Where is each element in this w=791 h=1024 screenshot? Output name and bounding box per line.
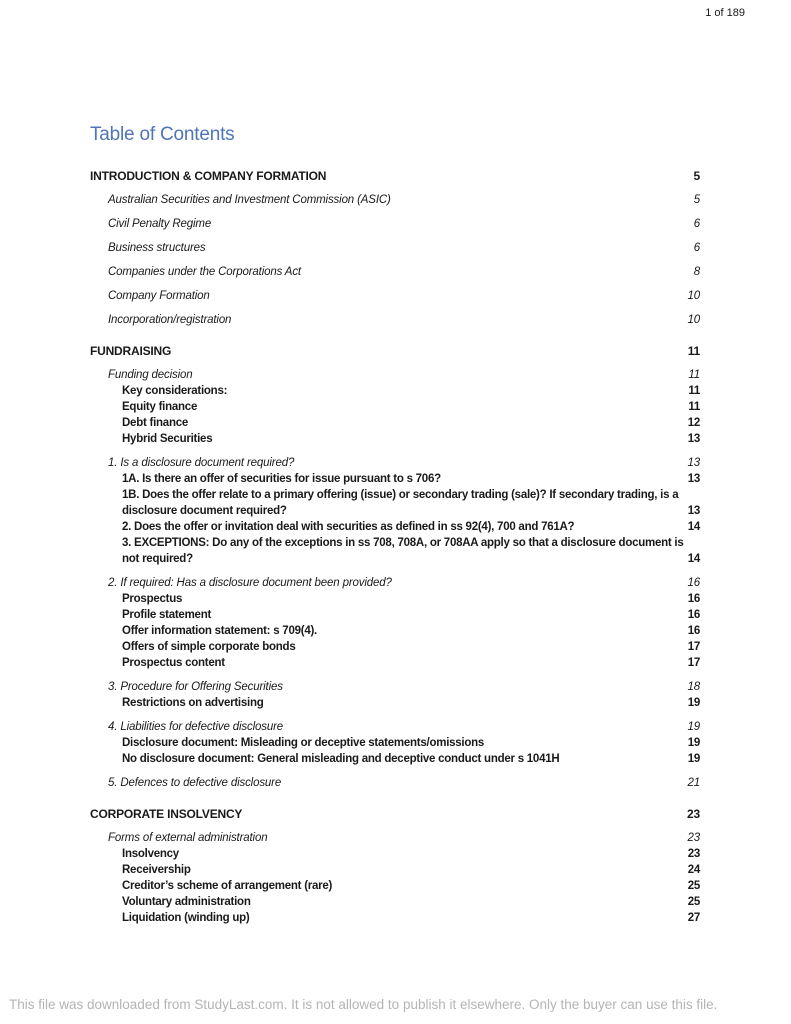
toc-entry-page: 16 — [687, 625, 700, 637]
toc-entry-label: CORPORATE INSOLVENCY — [90, 807, 243, 821]
toc-entry-label: Prospectus — [122, 593, 183, 605]
toc-entry-page: 14 — [687, 553, 700, 565]
toc-entry-label: No disclosure document: General misleading and deceptive conduct under s 1041H — [122, 753, 560, 765]
toc-entry-label: Prospectus content — [122, 657, 225, 669]
toc-entry-page: 21 — [687, 777, 700, 789]
toc-entry-page: 16 — [687, 609, 700, 621]
toc-entry[interactable] — [90, 216, 700, 232]
toc-entry[interactable] — [90, 168, 700, 184]
toc-entry[interactable] — [90, 575, 700, 591]
toc-entry[interactable] — [90, 383, 700, 399]
toc-entry[interactable] — [90, 846, 700, 862]
toc-entry-label: INTRODUCTION & COMPANY FORMATION — [90, 169, 327, 183]
toc-entry-label: Voluntary administration — [122, 896, 251, 908]
toc-entry[interactable] — [90, 415, 700, 431]
toc-entry-page: 19 — [687, 737, 700, 749]
toc-entry-label: 3. Procedure for Offering Securities — [108, 681, 283, 693]
table-of-contents — [90, 153, 700, 926]
toc-entry[interactable] — [90, 535, 700, 567]
toc-entry-page: 17 — [687, 641, 700, 653]
toc-entry-page: 11 — [687, 344, 700, 358]
toc-entry-label: Forms of external administration — [108, 832, 268, 844]
toc-entry[interactable] — [90, 192, 700, 208]
toc-entry-label: 5. Defences to defective disclosure — [108, 777, 282, 789]
toc-entry-page: 27 — [687, 912, 700, 924]
toc-entry-page: 13 — [687, 457, 700, 469]
toc-entry-label: Business structures — [108, 242, 206, 254]
toc-entry-label: 4. Liabilities for defective disclosure — [108, 721, 284, 733]
toc-entry-label: 1. Is a disclosure document required? — [108, 457, 295, 469]
toc-entry[interactable] — [90, 862, 700, 878]
toc-entry-page: 25 — [687, 880, 700, 892]
toc-entry[interactable] — [90, 751, 700, 767]
toc-entry-page: 23 — [687, 807, 700, 821]
toc-entry-label: Restrictions on advertising — [122, 697, 264, 709]
toc-entry[interactable] — [90, 455, 700, 471]
toc-entry-label: 2. If required: Has a disclosure document been provided? — [108, 577, 392, 589]
toc-entry-label: Key considerations: — [122, 385, 228, 397]
toc-entry[interactable] — [90, 367, 700, 383]
toc-entry-page: 23 — [687, 832, 700, 844]
toc-entry[interactable] — [90, 639, 700, 655]
toc-entry[interactable] — [90, 623, 700, 639]
toc-entry[interactable] — [90, 607, 700, 623]
toc-entry-page: 23 — [687, 848, 700, 860]
toc-entry[interactable] — [90, 775, 700, 791]
toc-entry[interactable] — [90, 431, 700, 447]
toc-entry-page: 10 — [687, 290, 700, 302]
toc-entry-label: Debt finance — [122, 417, 189, 429]
toc-entry-label: 2. Does the offer or invitation deal with securities as defined in ss 92(4), 700 and 761A? — [122, 521, 575, 533]
toc-entry[interactable] — [90, 591, 700, 607]
toc-entry-page: 16 — [687, 577, 700, 589]
toc-entry[interactable] — [90, 240, 700, 256]
toc-entry[interactable] — [90, 695, 700, 711]
toc-entry-page: 24 — [687, 864, 700, 876]
toc-entry-label: Hybrid Securities — [122, 433, 213, 445]
toc-entry-page: 13 — [687, 473, 700, 485]
toc-entry[interactable] — [90, 735, 700, 751]
toc-entry-page: 17 — [687, 657, 700, 669]
toc-entry-page: 16 — [687, 593, 700, 605]
toc-entry-page: 5 — [693, 169, 700, 183]
toc-entry-page: 18 — [687, 681, 700, 693]
toc-entry-label: Offers of simple corporate bonds — [122, 641, 296, 653]
toc-entry[interactable] — [90, 519, 700, 535]
toc-entry[interactable] — [90, 288, 700, 304]
toc-entry[interactable] — [90, 679, 700, 695]
toc-entry-page: 19 — [687, 697, 700, 709]
toc-entry[interactable] — [90, 806, 700, 822]
toc-entry-page: 11 — [688, 385, 700, 397]
toc-entry-label: Insolvency — [122, 848, 179, 860]
toc-entry-page: 19 — [687, 753, 700, 765]
toc-entry[interactable] — [90, 894, 700, 910]
toc-entry-label: Equity finance — [122, 401, 198, 413]
toc-entry-page: 6 — [693, 242, 700, 254]
toc-entry-label: Disclosure document: Misleading or deceptive statements/omissions — [122, 737, 485, 749]
toc-entry-label: Creditor’s scheme of arrangement (rare) — [122, 880, 333, 892]
toc-entry[interactable] — [90, 910, 700, 926]
toc-entry-label: Australian Securities and Investment Commission (ASIC) — [108, 194, 391, 206]
toc-entry-page: 19 — [687, 721, 700, 733]
watermark-text: This file was downloaded from StudyLast.com. It is not allowed to publish it elsewhere. Only the buyer can use this file. — [9, 997, 718, 1012]
toc-entry-label: Profile statement — [122, 609, 212, 621]
toc-entry[interactable] — [90, 487, 700, 519]
toc-entry-page: 13 — [687, 433, 700, 445]
toc-entry-page: 11 — [688, 401, 700, 413]
toc-entry[interactable] — [90, 264, 700, 280]
toc-entry-label: FUNDRAISING — [90, 344, 172, 358]
toc-entry-label: Funding decision — [108, 369, 193, 381]
toc-entry-page: 5 — [693, 194, 700, 206]
toc-entry-label: Offer information statement: s 709(4). — [122, 625, 317, 637]
toc-entry[interactable] — [90, 719, 700, 735]
toc-entry-page: 12 — [687, 417, 700, 429]
toc-entry-label: Incorporation/registration — [108, 314, 232, 326]
toc-entry[interactable] — [90, 312, 700, 328]
toc-entry-label: Receivership — [122, 864, 191, 876]
toc-entry-label: 3. EXCEPTIONS: Do any of the exceptions in ss 708, 708A, or 708AA apply so that a disclosure document is not required? — [122, 537, 684, 565]
page-indicator: 1 of 189 — [705, 7, 745, 19]
toc-entry-label: Liquidation (winding up) — [122, 912, 250, 924]
toc-entry[interactable] — [90, 830, 700, 846]
toc-entry[interactable] — [90, 655, 700, 671]
toc-entry-label: 1B. Does the offer relate to a primary offering (issue) or secondary trading (sale)? If secondary trading, is a disclosure document required? — [122, 489, 679, 517]
toc-entry[interactable] — [90, 878, 700, 894]
toc-entry-label: Companies under the Corporations Act — [108, 266, 301, 278]
toc-entry-label: Company Formation — [108, 290, 210, 302]
toc-entry[interactable] — [90, 399, 700, 415]
toc-entry-label: Civil Penalty Regime — [108, 218, 212, 230]
toc-entry[interactable] — [90, 343, 700, 359]
toc-entry-page: 14 — [687, 521, 700, 533]
toc-entry-page: 10 — [687, 314, 700, 326]
toc-entry-label: 1A. Is there an offer of securities for issue pursuant to s 706? — [122, 473, 441, 485]
toc-entry-page: 6 — [693, 218, 700, 230]
toc-entry-page: 13 — [687, 505, 700, 517]
page-title: Table of Contents — [90, 124, 235, 145]
toc-entry[interactable] — [90, 471, 700, 487]
toc-entry-page: 11 — [688, 369, 700, 381]
toc-entry-page: 25 — [687, 896, 700, 908]
toc-entry-page: 8 — [693, 266, 700, 278]
